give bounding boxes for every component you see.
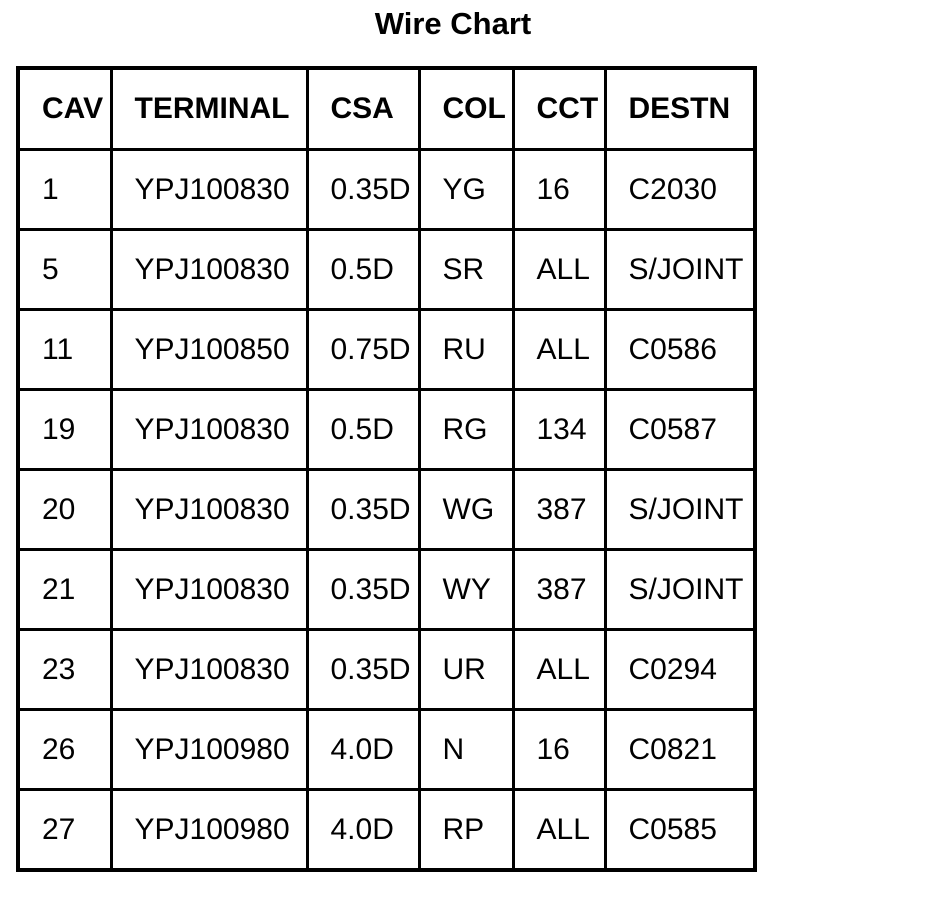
cell-cct: 134 (513, 390, 605, 470)
cell-cct: 387 (513, 550, 605, 630)
wire-chart-table (16, 66, 757, 872)
cell-terminal: YPJ100980 (111, 790, 307, 871)
table-header-row (18, 68, 755, 150)
cell-cav: 26 (18, 710, 111, 790)
cell-cct: 387 (513, 470, 605, 550)
column-header-terminal: TERMINAL (111, 68, 307, 150)
cell-cct: ALL (513, 630, 605, 710)
cell-cav: 11 (18, 310, 111, 390)
cell-terminal: YPJ100830 (111, 550, 307, 630)
cell-destn: S/JOINT (605, 470, 755, 550)
cell-cav: 21 (18, 550, 111, 630)
cell-col: RP (419, 790, 513, 871)
cell-csa: 4.0D (307, 790, 419, 871)
cell-cav: 1 (18, 150, 111, 230)
cell-terminal: YPJ100850 (111, 310, 307, 390)
table-row (18, 230, 755, 310)
cell-csa: 0.35D (307, 550, 419, 630)
table-row (18, 390, 755, 470)
cell-destn: S/JOINT (605, 230, 755, 310)
cell-col: RG (419, 390, 513, 470)
cell-csa: 0.5D (307, 390, 419, 470)
table-row (18, 710, 755, 790)
cell-cct: 16 (513, 150, 605, 230)
table-row (18, 310, 755, 390)
cell-cct: ALL (513, 790, 605, 871)
column-header-col: COL (419, 68, 513, 150)
table-row (18, 790, 755, 871)
cell-destn: C0587 (605, 390, 755, 470)
cell-csa: 4.0D (307, 710, 419, 790)
cell-cav: 19 (18, 390, 111, 470)
cell-terminal: YPJ100830 (111, 150, 307, 230)
cell-csa: 0.5D (307, 230, 419, 310)
page-title: Wire Chart (374, 6, 532, 41)
cell-terminal: YPJ100830 (111, 230, 307, 310)
cell-csa: 0.75D (307, 310, 419, 390)
cell-cav: 5 (18, 230, 111, 310)
cell-terminal: YPJ100830 (111, 470, 307, 550)
cell-cct: 16 (513, 710, 605, 790)
cell-col: WG (419, 470, 513, 550)
cell-col: RU (419, 310, 513, 390)
cell-cct: ALL (513, 310, 605, 390)
column-header-destn: DESTN (605, 68, 755, 150)
cell-cav: 27 (18, 790, 111, 871)
column-header-csa: CSA (307, 68, 419, 150)
cell-col: YG (419, 150, 513, 230)
cell-col: UR (419, 630, 513, 710)
table-row (18, 630, 755, 710)
cell-csa: 0.35D (307, 630, 419, 710)
cell-terminal: YPJ100830 (111, 390, 307, 470)
cell-destn: C0585 (605, 790, 755, 871)
cell-destn: C0294 (605, 630, 755, 710)
column-header-cav: CAV (18, 68, 111, 150)
cell-destn: C0586 (605, 310, 755, 390)
cell-cav: 23 (18, 630, 111, 710)
cell-destn: S/JOINT (605, 550, 755, 630)
table-row (18, 550, 755, 630)
cell-col: WY (419, 550, 513, 630)
cell-destn: C2030 (605, 150, 755, 230)
cell-destn: C0821 (605, 710, 755, 790)
cell-csa: 0.35D (307, 470, 419, 550)
cell-cav: 20 (18, 470, 111, 550)
cell-terminal: YPJ100830 (111, 630, 307, 710)
table-row (18, 470, 755, 550)
cell-csa: 0.35D (307, 150, 419, 230)
cell-cct: ALL (513, 230, 605, 310)
cell-col: SR (419, 230, 513, 310)
cell-col: N (419, 710, 513, 790)
cell-terminal: YPJ100980 (111, 710, 307, 790)
column-header-cct: CCT (513, 68, 605, 150)
table-row (18, 150, 755, 230)
